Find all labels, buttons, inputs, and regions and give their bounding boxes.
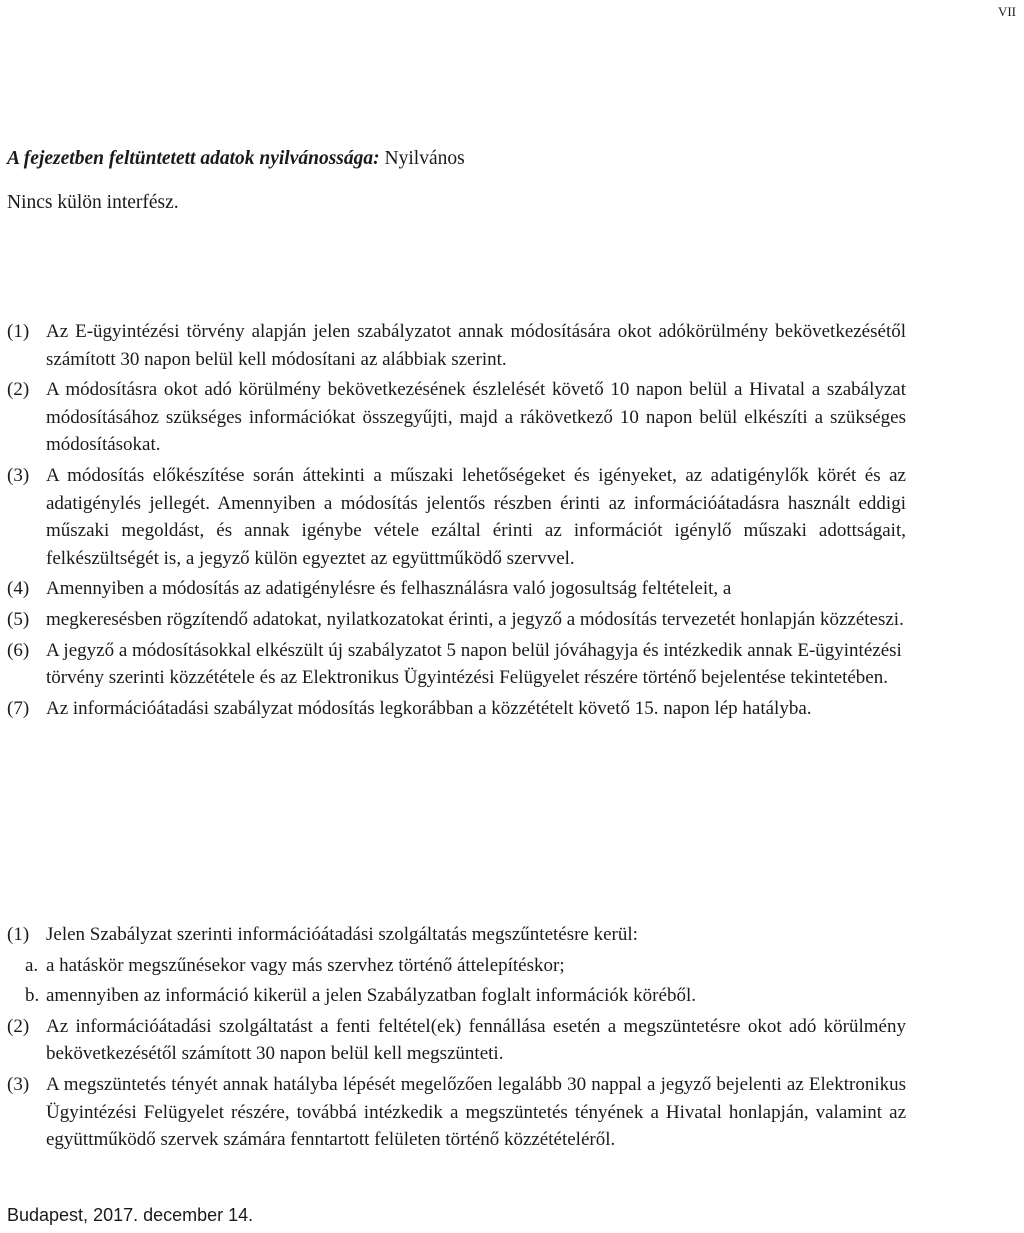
place-date: Budapest, 2017. december 14. xyxy=(7,1205,254,1225)
paragraph-number: (2) xyxy=(7,379,30,401)
paragraph-number: (1) xyxy=(7,321,30,342)
subitem-letter: b. xyxy=(25,985,40,1007)
paragraph-text: Az információátadási szolgáltatást a fenti feltétel(ek) fennállása esetén a megszüntetésre okot adó körülmény bekövetkezésétől számított 30 napon belül kell megszünteti. xyxy=(46,1015,906,1065)
paragraph-number: (1) xyxy=(7,924,30,945)
paragraph-number: (5) xyxy=(7,608,30,630)
paragraph-text: A módosítás előkészítése során áttekinti a műszaki lehetőségeket és igényeket, az adatigénylők körét és az adatigénylés jellegét. Amennyiben a módosítás jelentős részben érinti az információátadásra használt eddigi műszaki megoldást, és annak igénybe vétele ezáltal érinti az információt igénylő műszaki adottságait, felkészültségét is, a jegyző külön egyeztet az együttműködő szervvel. xyxy=(46,464,906,569)
termination-paragraph-2 xyxy=(7,1013,906,1068)
publicity-line xyxy=(7,148,465,170)
publicity-label: A fejezetben feltüntetett adatok nyilvánossága: xyxy=(7,148,380,169)
paragraph-text: A megszüntetés tényét annak hatályba lépését megelőzően legalább 30 nappal a jegyző bejelenti az Elektronikus Ügyintézési Felügyelet részére, továbbá intézkedik a megszüntetés tényének a Hivatal honlapján, valamint az együttműködő szervek számára fenntartott felületen történő közzétételéről. xyxy=(46,1073,906,1151)
termination-paragraph-3 xyxy=(7,1071,906,1154)
interface-note: Nincs külön interfész. xyxy=(7,192,179,213)
paragraph-5 xyxy=(7,606,906,634)
page-marker: VII xyxy=(997,4,1016,19)
paragraph-text: A jegyző a módosításokkal elkészült új szabályzatot 5 napon belül jóváhagyja és intézkedik annak E-ügyintézési törvény szerinti közzététele és az Elektronikus Ügyintézési Felügyelet részére történő bejelentése tekintetében. xyxy=(46,639,902,689)
paragraph-3 xyxy=(7,462,906,572)
paragraph-text: Az E-ügyintézési törvény alapján jelen szabályzatot annak módosítására okot adókörülmény bekövetkezésétől számított 30 napon belül kell módosítani az alábbiak szerint. xyxy=(46,321,906,370)
paragraph-number: (7) xyxy=(7,697,30,719)
publicity-value: Nyilvános xyxy=(384,148,465,169)
termination-paragraph-1 xyxy=(7,921,906,949)
subitem-b xyxy=(7,982,906,1010)
subitem-text: amennyiben az információ kikerül a jelen Szabályzatban foglalt információk köréből. xyxy=(46,985,696,1007)
paragraph-text: megkeresésben rögzítendő adatokat, nyilatkozatokat érinti, a jegyző a módosítás tervezetét honlapján közzéteszi. xyxy=(46,608,904,630)
paragraph-text: A módosításra okot adó körülmény bekövetkezésének észlelését követő 10 napon belül a Hivatal a szabályzat módosításához szükséges információkat összegyűjti, majd a rákövetkező 10 napon belül elkészíti a szükséges módosításokat. xyxy=(46,379,906,456)
modification-section xyxy=(7,318,906,725)
paragraph-text: Az információátadási szabályzat módosítás legkorábban a közzétételt követő 15. napon lép hatályba. xyxy=(46,697,812,719)
paragraph-number: (3) xyxy=(7,464,30,486)
paragraph-6 xyxy=(7,637,906,692)
paragraph-text: Amennyiben a módosítás az adatigénylésre és felhasználásra való jogosultság feltételeit, a xyxy=(46,578,732,600)
paragraph-number: (2) xyxy=(7,1015,30,1037)
paragraph-number: (3) xyxy=(7,1073,30,1095)
paragraph-4 xyxy=(7,575,906,603)
subitem-letter: a. xyxy=(25,954,39,976)
paragraph-number: (6) xyxy=(7,639,30,661)
paragraph-number: (4) xyxy=(7,578,30,600)
paragraph-text: Jelen Szabályzat szerinti információátadási szolgáltatás megszűntetésre kerül: xyxy=(46,924,638,945)
termination-section xyxy=(7,921,906,1157)
paragraph-7 xyxy=(7,695,906,723)
subitem-a xyxy=(7,952,906,980)
subitem-text: a hatáskör megszűnésekor vagy más szervhez történő áttelepítéskor; xyxy=(46,954,565,976)
paragraph-2 xyxy=(7,376,906,459)
paragraph-1 xyxy=(7,318,906,373)
